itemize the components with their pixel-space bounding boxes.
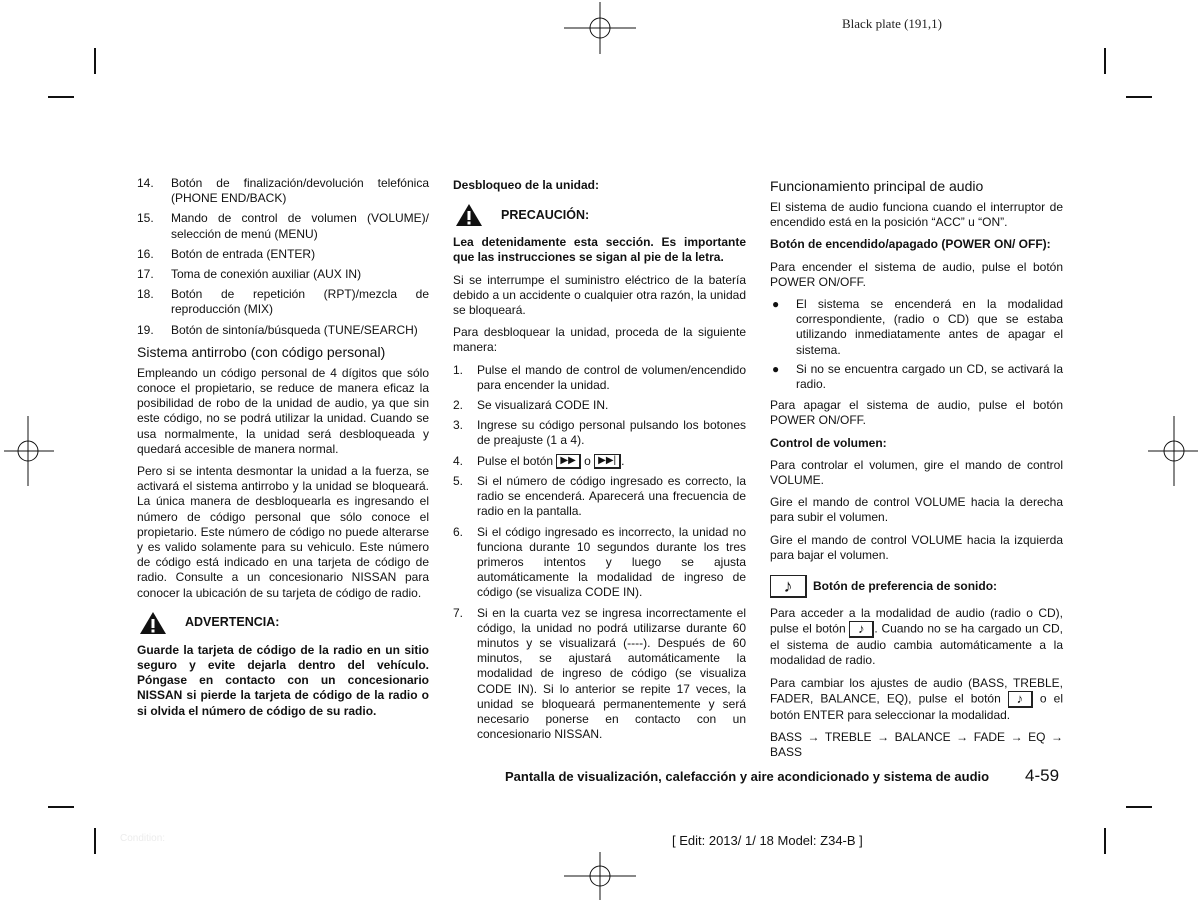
crop-mark	[48, 96, 74, 98]
registration-mark-right	[1148, 416, 1198, 486]
paragraph: Gire el mando de control VOLUME hacia la derecha para subir el volumen.	[770, 495, 1063, 525]
music-note-icon: ♪	[1008, 691, 1033, 708]
list-item: 6. Si el código ingresado es incorrecto, la unidad no funciona durante 10 segundos durante los tres primeros intentos y luego se ajusta automáticamente la modalidad de ingreso de código (se visualiza CODE IN).	[453, 524, 746, 600]
condition-label: Condition:	[120, 833, 166, 844]
warning-header	[139, 611, 429, 635]
registration-mark-left	[4, 416, 54, 486]
paragraph: El sistema de audio funciona cuando el interruptor de encendido está en la posición “ACC” u “ON”.	[770, 200, 1063, 230]
list-item: 1. Pulse el mando de control de volumen/encendido para encender la unidad.	[453, 362, 746, 392]
caution-text: Lea detenidamente esta sección. Es importante que las instrucciones se sigan al pie de la letra.	[453, 235, 746, 265]
column-2	[453, 178, 746, 748]
paragraph: Gire el mando de control VOLUME hacia la izquierda para bajar el volumen.	[770, 532, 1063, 562]
fast-forward-button-icon: ▶▶	[556, 454, 580, 469]
registration-mark-top	[564, 2, 636, 54]
list-item: ● El sistema se encenderá en la modalidad correspondiente, (radio o CD) que se estaba utilizando inmediatamente antes de apagar el sistema.	[772, 297, 1063, 357]
paragraph: Pero si se intenta desmontar la unidad a la fuerza, se activará el sistema antirrobo y la unidad se bloqueará. La única manera de desbloquearla es ingresando el número de código personal que sólo conoce el propietario. Este número de código no puede alterarse y es valido solamente para su vehiculo. Este número de código está indicado en una tarjeta de código de radio. Consulte a un concesionario NISSAN para conocer la ubicación de su tarjeta de código de radio.	[137, 464, 429, 600]
music-note-icon: ♪	[770, 575, 807, 598]
list-item: 5. Si el número de código ingresado es correcto, la radio se encenderá. Aparecerá una frecuencia de radio en la pantalla.	[453, 473, 746, 519]
bullet-list	[770, 297, 1063, 392]
subheading: Control de volumen:	[770, 435, 887, 450]
list-item: 7. Si en la cuarta vez se ingresa incorrectamente el código, la unidad no podrá utilizarse durante 60 minutos y se visualizará (----). Después de 60 minutos, se ajustará automáticamente la modalidad de ingreso de código (se visualiza CODE IN). Si lo anterior se repite 17 veces, la unidad se bloqueará permanentemente y será necesario ponerse en contacto con un concesionario NISSAN.	[453, 605, 746, 742]
column-1	[137, 176, 429, 726]
subheading: Botón de encendido/apagado (POWER ON/ OFF):	[770, 237, 1051, 252]
caution-label: PRECAUCIÓN:	[501, 207, 590, 222]
warning-text: Guarde la tarjeta de código de la radio en un sitio seguro y evite dejarla dentro del vehículo. Póngase en contacto con un concesionario NISSAN si pierde la tarjeta de código de la radio o si olvida el número de código de su radio.	[137, 642, 429, 718]
warning-label: ADVERTENCIA:	[185, 615, 280, 630]
section-heading: Desbloqueo de la unidad:	[453, 178, 600, 192]
crop-mark	[1104, 828, 1106, 854]
component-list	[137, 176, 429, 338]
column-3	[770, 178, 1063, 767]
list-item: ● Si no se encuentra cargado un CD, se activará la radio.	[772, 361, 1063, 392]
paragraph: Para cambiar los ajustes de audio (BASS, TREBLE, FADER, BALANCE, EQ), pulse el botón ♪ o el botón ENTER para seleccionar la modalidad.	[770, 675, 1064, 722]
section-heading: Funcionamiento principal de audio	[770, 178, 984, 194]
paragraph: Para desbloquear la unidad, proceda de la siguiente manera:	[453, 325, 746, 355]
list-item: 18. Botón de repetición (RPT)/mezcla de reproducción (MIX)	[137, 287, 429, 317]
subheading: Botón de preferencia de sonido:	[813, 578, 998, 593]
unlock-steps	[453, 363, 746, 743]
paragraph: Para encender el sistema de audio, pulse el botón POWER ON/OFF.	[770, 259, 1063, 289]
sound-preference-header	[770, 575, 1063, 598]
paragraph: BASS → TREBLE → BALANCE → FADE → EQ → BASS	[770, 730, 1063, 760]
crop-mark	[48, 806, 74, 808]
list-item: 15. Mando de control de volumen (VOLUME)/ selección de menú (MENU)	[137, 211, 429, 241]
paragraph: Para acceder a la modalidad de audio (radio o CD), pulse el botón ♪ . Cuando no se ha cargado un CD, el sistema de audio cambia automáticamente a la modalidad de radio.	[770, 606, 1063, 668]
paragraph: Para apagar el sistema de audio, pulse el botón POWER ON/OFF.	[770, 398, 1063, 428]
paragraph: Empleando un código personal de 4 dígitos que sólo conoce el propietario, se reduce de manera eficaz la posibilidad de robo de la unidad de audio, ya que sin este código, no se podrá utilizar la unidad. Cuando se usa normalmente, la unidad será desbloqueada y quedará accesible de manera normal.	[137, 365, 429, 456]
page-number: 4-59	[1025, 766, 1060, 785]
section-heading: Sistema antirrobo (con código personal)	[137, 343, 386, 360]
footer-title: Pantalla de visualización, calefacción y aire acondicionado y sistema de audio	[505, 769, 990, 784]
plate-label: Black plate (191,1)	[842, 16, 942, 31]
crop-mark	[1104, 48, 1106, 74]
next-track-button-icon: ▶▶|	[594, 454, 621, 469]
list-item: 19. Botón de sintonía/búsqueda (TUNE/SEARCH)	[137, 322, 418, 337]
music-note-icon: ♪	[849, 621, 874, 638]
list-item: 4. Pulse el botón ▶▶ o ▶▶| .	[453, 453, 625, 468]
list-item: 3. Ingrese su código personal pulsando los botones de preajuste (1 a 4).	[453, 418, 746, 448]
list-item: 16. Botón de entrada (ENTER)	[137, 246, 316, 261]
crop-mark	[1126, 806, 1152, 808]
caution-header	[455, 203, 746, 227]
crop-mark	[94, 48, 96, 74]
warning-icon	[139, 611, 167, 635]
paragraph: Si se interrumpe el suministro eléctrico de la batería debido a un accidente o cualquier otra razón, la unidad se bloqueará.	[453, 272, 746, 318]
registration-mark-bottom	[564, 852, 636, 900]
crop-mark	[94, 828, 96, 854]
crop-mark	[1126, 96, 1152, 98]
warning-icon	[455, 203, 483, 227]
list-item: 17. Toma de conexión auxiliar (AUX IN)	[137, 267, 362, 282]
paragraph: Para controlar el volumen, gire el mando de control VOLUME.	[770, 457, 1063, 488]
edit-info: [ Edit: 2013/ 1/ 18 Model: Z34-B ]	[672, 833, 863, 848]
list-item: 2. Se visualizará CODE IN.	[453, 398, 609, 413]
list-item: 14. Botón de finalización/devolución telefónica (PHONE END/BACK)	[137, 176, 429, 206]
